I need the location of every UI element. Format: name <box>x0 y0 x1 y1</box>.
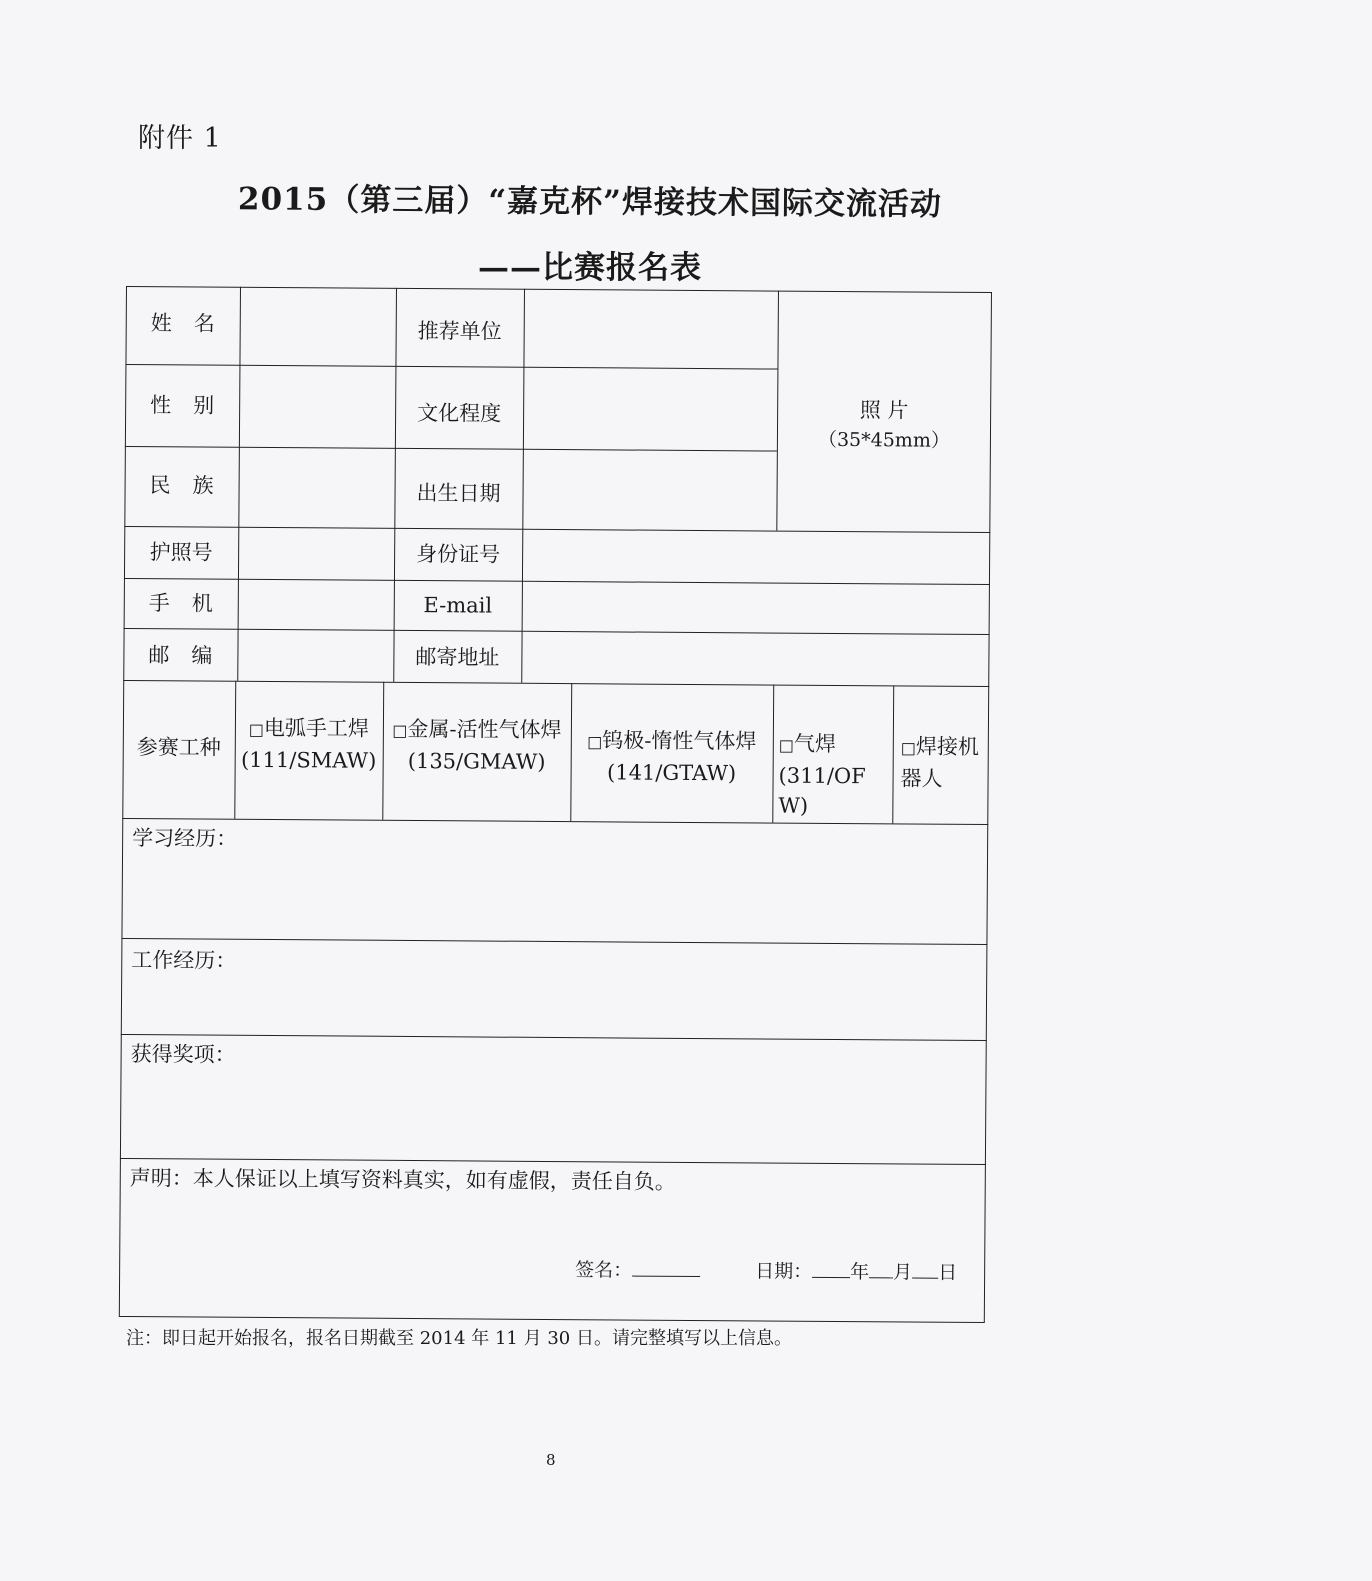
year-label: 年 <box>850 1261 870 1284</box>
attachment-label: 附件 1 <box>138 123 222 154</box>
unit-label: 推荐单位 <box>417 319 502 344</box>
event-code: (311/OFW) <box>778 763 866 818</box>
event-name: 金属-活性气体焊 <box>407 716 562 743</box>
event-code: (135/GMAW) <box>407 748 546 774</box>
form-title: 2015（第三届）“嘉克杯”焊接技术国际交流活动 <box>237 181 943 223</box>
event-label: 参赛工种 <box>136 735 221 760</box>
ethnicity-label: 民族 <box>149 473 236 498</box>
event-name: 电弧手工焊 <box>263 715 370 741</box>
photo-size: （35*45mm） <box>817 428 950 452</box>
form-subtitle: ——比赛报名表 <box>478 250 702 286</box>
event-option-ofw[interactable] <box>778 729 889 822</box>
month-label: 月 <box>893 1261 913 1284</box>
event-code: (141/GTAW) <box>606 760 737 786</box>
work-history-label: 工作经历： <box>131 948 237 973</box>
checkbox-icon[interactable]: □ <box>900 738 916 758</box>
checkbox-icon[interactable]: □ <box>392 720 408 740</box>
email-label: E-mail <box>423 593 493 618</box>
name-label: 姓名 <box>150 311 237 336</box>
event-name: 焊接机器人 <box>900 734 980 791</box>
education-label: 文化程度 <box>417 401 502 426</box>
signature-label: 签名： <box>575 1259 633 1282</box>
declaration: 声明：本人保证以上填写资料真实，如有虚假，责任自负。 <box>129 1166 676 1194</box>
event-name: 气焊 <box>793 731 837 756</box>
page-number: 8 <box>546 1451 556 1469</box>
education-history-label: 学习经历： <box>132 826 238 851</box>
birthdate-label: 出生日期 <box>416 481 501 506</box>
checkbox-icon[interactable]: □ <box>248 719 265 739</box>
registration-form <box>119 286 992 1323</box>
checkbox-icon[interactable]: □ <box>778 735 795 755</box>
footer-note: 注：即日起开始报名，报名日期截至 2014 年 11 月 30 日。请完整填写以上信息。 <box>126 1328 792 1349</box>
mobile-label: 手机 <box>148 591 235 616</box>
event-name: 钨极-惰性气体焊 <box>602 728 757 754</box>
postcode-label: 邮编 <box>148 643 235 668</box>
date-field[interactable] <box>755 1256 957 1284</box>
signature-field[interactable] <box>575 1255 700 1283</box>
photo-label: 照 片 <box>859 398 909 423</box>
event-option-gtaw[interactable] <box>571 725 773 788</box>
passport-label: 护照号 <box>149 540 213 565</box>
day-label: 日 <box>938 1261 958 1284</box>
event-code: (111/SMAW) <box>240 747 377 773</box>
address-label: 邮寄地址 <box>415 645 500 670</box>
awards-label: 获得奖项： <box>130 1042 236 1067</box>
idcard-label: 身份证号 <box>416 542 501 567</box>
event-option-robot[interactable] <box>900 731 984 794</box>
event-option-smaw[interactable] <box>235 713 383 776</box>
event-option-gmaw[interactable] <box>383 714 571 777</box>
gender-label: 性别 <box>150 393 237 418</box>
date-label: 日期： <box>755 1260 813 1283</box>
checkbox-icon[interactable]: □ <box>587 732 603 752</box>
